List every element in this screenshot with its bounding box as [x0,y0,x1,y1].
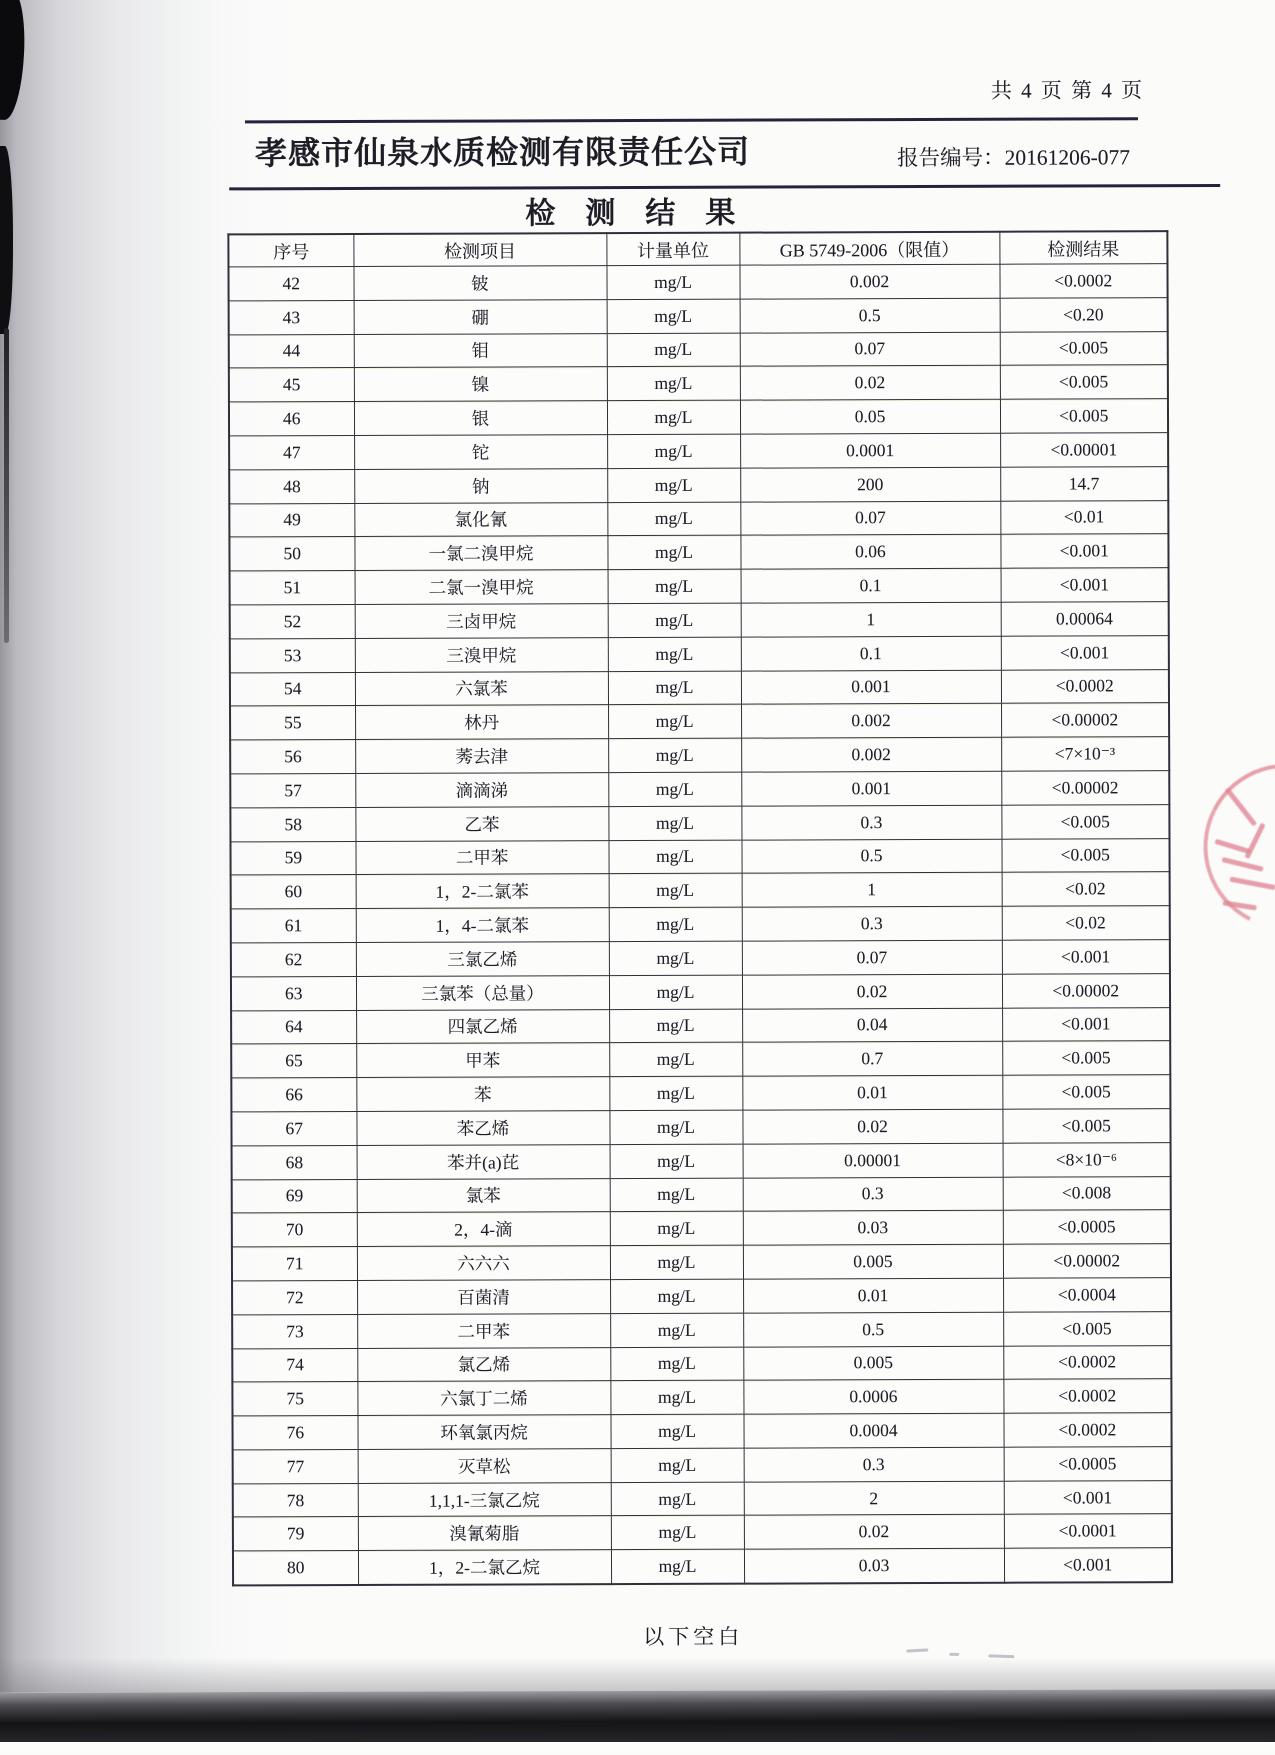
pencil-mark [906,1648,928,1652]
limit-cell: 0.002 [741,737,1001,772]
unit-cell: mg/L [608,840,741,874]
table-row [231,1109,1170,1146]
limit-cell: 200 [740,467,1000,502]
limit-cell: 0.3 [744,1447,1004,1482]
result-cell: <0.0001 [1004,1514,1172,1548]
column-header: 计量单位 [606,233,739,266]
unit-cell: mg/L [610,1144,743,1178]
result-cell: <0.005 [1001,838,1169,872]
table-row [232,1413,1171,1450]
table-row [231,872,1170,909]
limit-cell: 0.1 [741,636,1001,671]
table-row [232,1210,1171,1247]
result-cell: <0.005 [1001,804,1169,838]
result-cell: <8×10⁻⁶ [1003,1142,1171,1176]
table-row [231,940,1170,977]
seq-cell: 56 [230,740,355,774]
unit-cell: mg/L [607,468,740,502]
scanner-bed [0,1742,1275,1753]
item-cell: 二甲苯 [357,1313,610,1348]
result-cell: <0.001 [1000,534,1168,568]
table-row [229,331,1168,368]
table-row [230,838,1169,875]
unit-cell: mg/L [609,873,742,907]
item-cell: 三溴甲烷 [355,637,608,672]
limit-cell: 1 [742,873,1002,908]
page-title: 检测结果 [525,196,766,231]
result-cell: <0.02 [1002,906,1170,940]
scan-artifact [4,328,9,643]
unit-cell: mg/L [609,1009,742,1043]
limit-cell: 0.02 [742,1109,1002,1144]
result-cell: <0.0002 [1003,1413,1171,1447]
seq-cell: 55 [230,706,355,740]
table-row [230,635,1169,672]
stamp-arc [1182,742,1275,952]
table-row [232,1379,1171,1416]
seq-cell: 51 [230,571,355,605]
seq-cell: 54 [230,672,355,706]
result-cell: <0.001 [1004,1480,1172,1514]
table-row [232,1345,1171,1382]
table-row [231,906,1170,943]
seq-cell: 48 [229,469,354,503]
item-cell: 1,1,1-三氯乙烷 [358,1482,611,1517]
table-row [229,399,1168,436]
table-row [232,1142,1171,1179]
unit-cell: mg/L [607,502,740,536]
item-cell: 钠 [354,468,607,503]
result-cell: <0.0002 [999,264,1167,298]
item-cell: 钼 [354,333,607,368]
item-cell: 铊 [354,435,607,470]
table-row [228,264,1167,301]
item-cell: 铍 [353,266,606,301]
unit-cell: mg/L [609,1110,742,1144]
table-row [232,1278,1171,1315]
seq-cell: 45 [229,368,354,402]
result-cell: <0.005 [1000,365,1168,399]
result-cell: <0.0002 [1003,1379,1171,1413]
unit-cell: mg/L [609,1042,742,1076]
item-cell: 溴氰菊脂 [358,1516,611,1551]
item-cell: 六氯苯 [355,671,608,706]
result-cell: <0.001 [1002,940,1170,974]
unit-cell: mg/L [609,941,742,975]
unit-cell: mg/L [606,265,739,299]
report-number-label: 报告编号： [897,145,1005,171]
seq-cell: 68 [232,1145,357,1179]
limit-cell: 0.005 [743,1244,1003,1279]
seq-cell: 49 [229,503,354,537]
result-cell: <0.00002 [1001,771,1169,805]
table-row [233,1480,1172,1517]
table-row [231,1075,1170,1112]
result-cell: <0.00001 [1000,433,1168,467]
unit-cell: mg/L [608,637,741,671]
result-cell: <0.005 [1003,1311,1171,1345]
limit-cell: 0.04 [742,1008,1002,1043]
limit-cell: 0.7 [742,1042,1002,1077]
item-cell: 三氯苯（总量） [356,975,609,1010]
limit-cell: 0.00001 [743,1143,1003,1178]
result-cell: <0.008 [1003,1176,1171,1210]
item-cell: 二甲苯 [355,840,608,875]
table-row [229,433,1168,470]
limit-cell: 0.001 [741,670,1001,705]
limit-cell: 0.001 [741,771,1001,806]
table-row [230,804,1169,841]
limit-cell: 0.02 [744,1515,1004,1550]
seq-cell: 57 [230,773,355,807]
table-row [233,1447,1172,1484]
footer-note: 以下空白 [643,1624,744,1649]
result-cell: <0.02 [1002,872,1170,906]
seq-cell: 72 [232,1280,357,1314]
limit-cell: 0.06 [740,535,1000,570]
seq-cell: 50 [229,537,354,571]
unit-cell: mg/L [608,772,741,806]
result-cell: <0.00002 [1002,973,1170,1007]
seq-cell: 47 [229,435,354,469]
seq-cell: 65 [231,1044,356,1078]
result-cell: <0.0005 [1004,1447,1172,1481]
result-cell: 14.7 [1000,466,1168,500]
item-cell: 二氯一溴甲烷 [355,570,608,605]
table-row [233,1514,1172,1551]
result-cell: <0.01 [1000,500,1168,534]
item-cell: 百菌清 [357,1280,610,1315]
seq-cell: 46 [229,402,354,436]
limit-cell: 0.03 [743,1211,1003,1246]
table-row [232,1244,1171,1281]
table-row [229,297,1168,334]
stamp-stroke [1223,900,1257,910]
item-cell: 1，4-二氯苯 [356,908,609,943]
column-header: 检测项目 [353,233,606,266]
unit-cell: mg/L [607,299,740,333]
table-header-row [228,231,1167,267]
limit-cell: 0.01 [742,1075,1002,1110]
result-cell: <0.001 [1004,1548,1172,1583]
unit-cell: mg/L [607,367,740,401]
table-row [233,1548,1172,1586]
seq-cell: 80 [233,1551,358,1586]
item-cell: 1，2-二氯乙烷 [358,1550,611,1585]
page-bottom-shadow [0,1658,1275,1692]
result-cell: <0.0002 [1003,1345,1171,1379]
result-cell: <0.00002 [1001,703,1169,737]
seq-cell: 71 [232,1247,357,1281]
seq-cell: 43 [229,300,354,334]
item-cell: 1，2-二氯苯 [356,874,609,909]
result-cell: <0.005 [1000,331,1168,365]
unit-cell: mg/L [610,1211,743,1245]
table-row [230,669,1169,706]
seq-cell: 59 [230,841,355,875]
limit-cell: 0.5 [741,839,1001,874]
seq-cell: 63 [231,976,356,1010]
table-row [232,1176,1171,1213]
column-header: GB 5749-2006（限值） [739,232,999,265]
limit-cell: 0.3 [743,1177,1003,1212]
seq-cell: 73 [232,1314,357,1348]
limit-cell: 0.07 [740,501,1000,536]
item-cell: 六六六 [357,1246,610,1281]
item-cell: 莠去津 [355,739,608,774]
results-table [227,230,1173,1586]
report-number [897,140,1130,172]
column-header: 序号 [228,234,353,267]
seq-cell: 52 [230,604,355,638]
item-cell: 灭草松 [358,1448,611,1483]
header-rule-top [245,117,1138,123]
stamp-stroke [1222,857,1264,872]
table-row [229,466,1168,503]
column-header: 检测结果 [999,231,1167,264]
seq-cell: 77 [233,1449,358,1483]
unit-cell: mg/L [607,400,740,434]
seq-cell: 58 [230,807,355,841]
limit-cell: 0.07 [742,940,1002,975]
seq-cell: 64 [231,1010,356,1044]
limit-cell: 0.005 [743,1346,1003,1381]
unit-cell: mg/L [610,1313,743,1347]
stamp-stroke [1244,823,1265,859]
result-cell: 0.00064 [1001,602,1169,636]
seq-cell: 70 [232,1213,357,1247]
limit-cell: 0.5 [743,1312,1003,1347]
table-row [229,534,1168,571]
seq-cell: 62 [231,942,356,976]
scanner-edge-band [0,1689,1275,1745]
result-cell: <0.0002 [1001,669,1169,703]
item-cell: 苯 [356,1077,609,1112]
unit-cell: mg/L [611,1516,744,1550]
unit-cell: mg/L [611,1482,744,1516]
item-cell: 硼 [354,299,607,334]
unit-cell: mg/L [608,603,741,637]
limit-cell: 0.02 [740,366,1000,401]
unit-cell: mg/L [609,1076,742,1110]
limit-cell: 0.1 [741,568,1001,603]
result-cell: <0.005 [1002,1109,1170,1143]
result-cell: <0.005 [1002,1041,1170,1075]
unit-cell: mg/L [610,1279,743,1313]
unit-cell: mg/L [607,333,740,367]
item-cell: 滴滴涕 [355,773,608,808]
limit-cell: 0.03 [744,1549,1004,1584]
limit-cell: 0.002 [741,704,1001,739]
limit-cell: 2 [744,1481,1004,1516]
item-cell: 四氯乙烯 [356,1009,609,1044]
seq-cell: 61 [231,909,356,943]
limit-cell: 0.5 [740,298,1000,333]
seq-cell: 66 [231,1078,356,1112]
result-cell: <0.001 [1002,1007,1170,1041]
stamp-stroke [1225,787,1257,826]
unit-cell: mg/L [609,907,742,941]
stamp-stroke [1215,839,1251,854]
unit-cell: mg/L [611,1448,744,1482]
table-row [231,1007,1170,1044]
table-row [232,1311,1171,1348]
seq-cell: 78 [233,1483,358,1517]
unit-cell: mg/L [610,1380,743,1414]
item-cell: 林丹 [355,705,608,740]
item-cell: 环氧氯丙烷 [357,1415,610,1450]
seq-cell: 74 [232,1348,357,1382]
unit-cell: mg/L [610,1347,743,1381]
limit-cell: 0.0006 [743,1380,1003,1415]
item-cell: 一氯二溴甲烷 [354,536,607,571]
table-row [230,703,1169,740]
limit-cell: 0.3 [741,805,1001,840]
item-cell: 银 [354,401,607,436]
item-cell: 甲苯 [356,1043,609,1078]
unit-cell: mg/L [610,1178,743,1212]
table-row [230,771,1169,808]
stamp-stroke [1230,877,1275,891]
report-number-value: 20161206-077 [1004,145,1131,170]
item-cell: 六氯丁二烯 [357,1381,610,1416]
result-cell: <0.001 [1001,635,1169,669]
result-cell: <0.0004 [1003,1278,1171,1312]
seq-cell: 60 [231,875,356,909]
limit-cell: 0.3 [742,906,1002,941]
limit-cell: 0.07 [740,332,1000,367]
limit-cell: 0.0001 [740,433,1000,468]
result-cell: <0.001 [1001,568,1169,602]
result-cell: <0.005 [1002,1075,1170,1109]
limit-cell: 0.002 [739,264,999,299]
unit-cell: mg/L [607,434,740,468]
seq-cell: 76 [232,1416,357,1450]
seq-cell: 67 [231,1111,356,1145]
pencil-mark [949,1653,959,1656]
item-cell: 苯乙烯 [356,1111,609,1146]
unit-cell: mg/L [610,1414,743,1448]
item-cell: 氯苯 [357,1178,610,1213]
item-cell: 镍 [354,367,607,402]
result-cell: <0.00002 [1003,1244,1171,1278]
item-cell: 氯化氰 [354,502,607,537]
unit-cell: mg/L [607,536,740,570]
unit-cell: mg/L [608,671,741,705]
table-row [230,568,1169,605]
table-row [229,500,1168,537]
unit-cell: mg/L [611,1549,744,1584]
limit-cell: 0.01 [743,1278,1003,1313]
item-cell: 乙苯 [355,806,608,841]
limit-cell: 0.02 [742,974,1002,1009]
item-cell: 2，4-滴 [357,1212,610,1247]
item-cell: 苯并(a)芘 [357,1144,610,1179]
item-cell: 三卤甲烷 [355,604,608,639]
result-cell: <0.005 [1000,399,1168,433]
seq-cell: 79 [233,1517,358,1551]
company-name: 孝感市仙泉水质检测有限责任公司 [255,133,751,172]
unit-cell: mg/L [608,704,741,738]
limit-cell: 1 [741,602,1001,637]
unit-cell: mg/L [608,738,741,772]
seq-cell: 42 [228,266,353,300]
result-cell: <0.20 [1000,297,1168,331]
unit-cell: mg/L [609,975,742,1009]
unit-cell: mg/L [610,1245,743,1279]
unit-cell: mg/L [608,806,741,840]
seq-cell: 69 [232,1179,357,1213]
item-cell: 三氯乙烯 [356,942,609,977]
unit-cell: mg/L [608,569,741,603]
table-row [229,365,1168,402]
limit-cell: 0.0004 [743,1413,1003,1448]
page-count: 共 4 页 第 4 页 [990,78,1145,103]
item-cell: 氯乙烯 [357,1347,610,1382]
table-row [231,1041,1170,1078]
seq-cell: 44 [229,334,354,368]
limit-cell: 0.05 [740,399,1000,434]
table-row [230,737,1169,774]
table-row [231,973,1170,1010]
seq-cell: 75 [232,1382,357,1416]
result-cell: <7×10⁻³ [1001,737,1169,771]
result-cell: <0.0005 [1003,1210,1171,1244]
seq-cell: 53 [230,638,355,672]
table-row [230,602,1169,639]
